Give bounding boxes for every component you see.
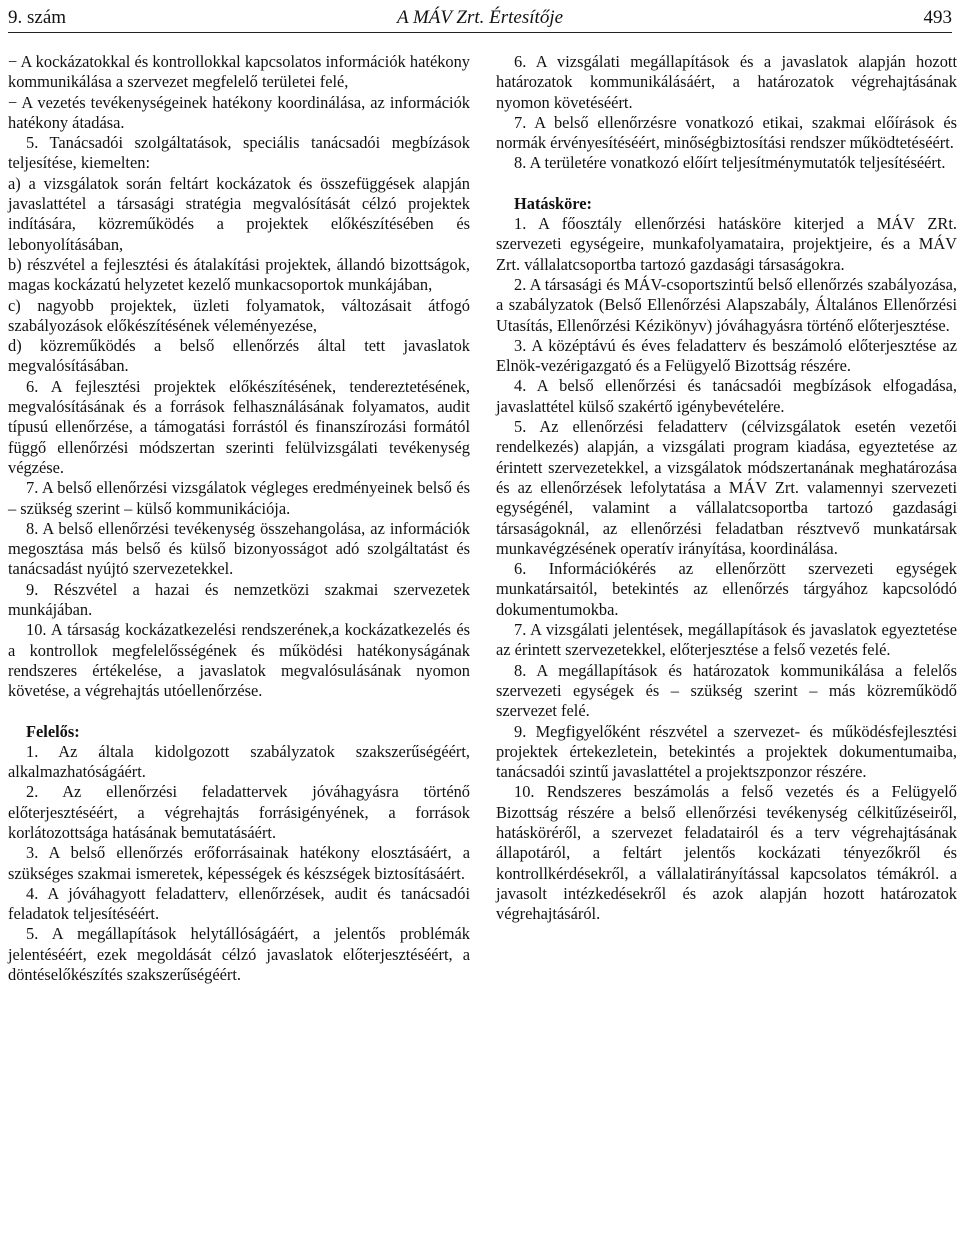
list-item: 7. A belső ellenőrzésre vonatkozó etikai, szakmai előírások és normák érvényesítéséért, minőségbiztosítási rendszer működtetéséért. <box>496 112 957 153</box>
list-item: 1. A főosztály ellenőrzési hatásköre kiterjed a MÁV ZRt. szervezeti egységeire, munkafolyamataira, projektjeire, és a MÁV Zrt. vállalatcsoportba tartozó gazdasági társaságokra. <box>496 214 957 274</box>
issue-number: 9. szám <box>8 7 67 28</box>
paragraph: b) részvétel a fejlesztési és átalakítási projektek, állandó bizottságok, magas kockázatú helyzetet kezelő munkacsoportok munkájában, <box>8 254 470 295</box>
list-item: 8. A területére vonatkozó előírt teljesítménymutatók teljesítéséért. <box>514 153 946 173</box>
paragraph: c) nagyobb projektek, üzleti folyamatok, változásait átfogó szabályozások előkészítésének véleményezése, <box>8 295 470 335</box>
list-item: 6. Információkérés az ellenőrzött szervezeti egységek munkatársaitól, betekintés az ellenőrzés tárgyához kapcsolódó dokumentumokba. <box>496 559 957 619</box>
list-item: 5. A megállapítások helytállóságáért, a jelentős problémák jelentéséért, ezek megoldását célzó javaslatok előterjesztéséért, a döntéselőkészítés szakszerűségéért. <box>8 924 470 985</box>
list-item: 10. Rendszeres beszámolás a felső vezetés és a Felügyelő Bizottság részére a belső ellenőrzési tevékenység célkitűzéseiről, hatásköréről, a szervezet feladatairól és a terv végrehajtásának állapotáról, a feltárt jelentős kockázati tényezőkről és kontrollkérdésekről, a vállalatirányítással kapcsolatos témákról. a javasolt intézkedésekről és azok alapján hozott határozatok végrehajtásáról. <box>496 782 957 924</box>
list-item: 2. A társasági és MÁV-csoportszintű belső ellenőrzés szabályozása, a szabályzatok (Belső Ellenőrzési Alapszabály, Általános Ellenőrzési Utasítás, Ellenőrzési Kézikönyv) jóváhagyásra történő előterjesztése. <box>496 274 957 335</box>
list-item: 4. A jóváhagyott feladatterv, ellenőrzések, audit és tanácsadói feladatok teljesítéséért. <box>8 883 470 924</box>
list-item: 2. Az ellenőrzési feladattervek jóváhagyásra történő előterjesztéséért, a végrehajtás forrásigényének, a források korlátozottsága hatásának bemutatásáért. <box>8 782 470 842</box>
right-column <box>496 52 957 924</box>
page-header <box>8 4 952 33</box>
paragraph: d) közreműködés a belső ellenőrzés által tett javaslatok megvalósításában. <box>8 336 470 376</box>
section-heading: Hatásköre: <box>514 193 592 213</box>
left-column <box>8 52 470 985</box>
paragraph: a) a vizsgálatok során feltárt kockázatok és összefüggések alapján javaslattétel a társasági stratégia megvalósítását célzó projektek indítására, közreműködés a projektek előkészítésében és lebonyolításában, <box>8 173 470 254</box>
paragraph: 8. A belső ellenőrzési tevékenység összehangolása, az információk megosztása más belső és külső bizonyosságot adó szolgáltatást és tanácsadást nyújtó szervezetekkel. <box>8 518 470 579</box>
list-item: 6. A vizsgálati megállapítások és a javaslatok alapján hozott határozatok kommunikálásáért, a határozatok végrehajtásának nyomon követéséért. <box>496 52 957 112</box>
list-item: 5. Az ellenőrzési feladatterv (célvizsgálatok esetén vezetői rendelkezés) alapján, a vizsgálati program kiadása, egyeztetése az érintett szervezetekkel, a vizsgálatok módszertanának meghatározása és az ellenőrzések lefolytatása a MÁV Zrt. valamennyi szervezeti egységénél, valamint a vállalatcsoportba tartozó gazdasági társaságoknál, az ellenőrzési feladatban résztvevő munkatársak munkavégzésének operatív irányítása, koordinálása. <box>496 417 957 558</box>
list-item: 3. A középtávú és éves feladatterv és beszámoló előterjesztése az Elnök-vezérigazgató és a Felügyelő Bizottság részére. <box>496 335 957 376</box>
list-item: 4. A belső ellenőrzési és tanácsadói megbízások elfogadása, javaslattétel külső szakértő igénybevételére. <box>496 376 957 416</box>
list-item: 8. A megállapítások és határozatok kommunikálása a felelős szervezeti egységek és – szükség szerint – más közreműködő szervezet felé. <box>496 660 957 721</box>
paragraph: 9. Részvétel a hazai és nemzetközi szakmai szervezetek munkájában. <box>8 579 470 620</box>
section-heading: Felelős: <box>26 721 80 741</box>
list-item: 9. Megfigyelőként részvétel a szervezet- és működésfejlesztési projektek értekezletein, betekintés a projektek dokumentumaiba, tanácsadói szintű javaslattétel a projektszponzor részére. <box>496 721 957 782</box>
list-item: 1. Az általa kidolgozott szabályzatok szakszerűségéért, alkalmazhatóságáért. <box>8 741 470 782</box>
paragraph: 6. A fejlesztési projektek előkészítésének, tendereztetésének, megvalósításának és a források felhasználásának folyamatos, audit típusú ellenőrzése, a támogatási forrástól és finanszírozási formától függő ellenőrzési módszertan szerinti felülvizsgálati tevékenység végzése. <box>8 376 470 477</box>
paragraph: − A vezetés tevékenységeinek hatékony koordinálása, az információk hatékony átadása. <box>8 92 470 132</box>
list-item: 3. A belső ellenőrzés erőforrásainak hatékony elosztásáért, a szükséges szakmai ismeretek, képességek és készségek biztosításáért. <box>8 843 470 883</box>
paragraph: 7. A belső ellenőrzési vizsgálatok végleges eredményeinek belső és – szükség szerint – külső kommunikációja. <box>8 478 470 518</box>
publication-title: A MÁV Zrt. Értesítője <box>396 7 564 28</box>
paragraph: − A kockázatokkal és kontrollokkal kapcsolatos információk hatékony kommunikálása a szervezet megfelelő területei felé, <box>8 52 470 92</box>
list-item: 7. A vizsgálati jelentések, megállapítások és javaslatok egyeztetése az érintett szervezetekkel, előterjesztése a felső vezetés felé. <box>496 620 957 660</box>
page-number: 493 <box>923 7 952 28</box>
paragraph: 10. A társaság kockázatkezelési rendszerének,a kockázatkezelés és a kontrollok megfelelősségének és működési hatékonyságának rendszeres értékelése, a javaslatok megvalósulásának nyomon követése, a végrehajtás utóellenőrzése. <box>8 620 470 701</box>
paragraph: 5. Tanácsadói szolgáltatások, speciális tanácsadói megbízások teljesítése, kiemelten: <box>8 133 470 173</box>
